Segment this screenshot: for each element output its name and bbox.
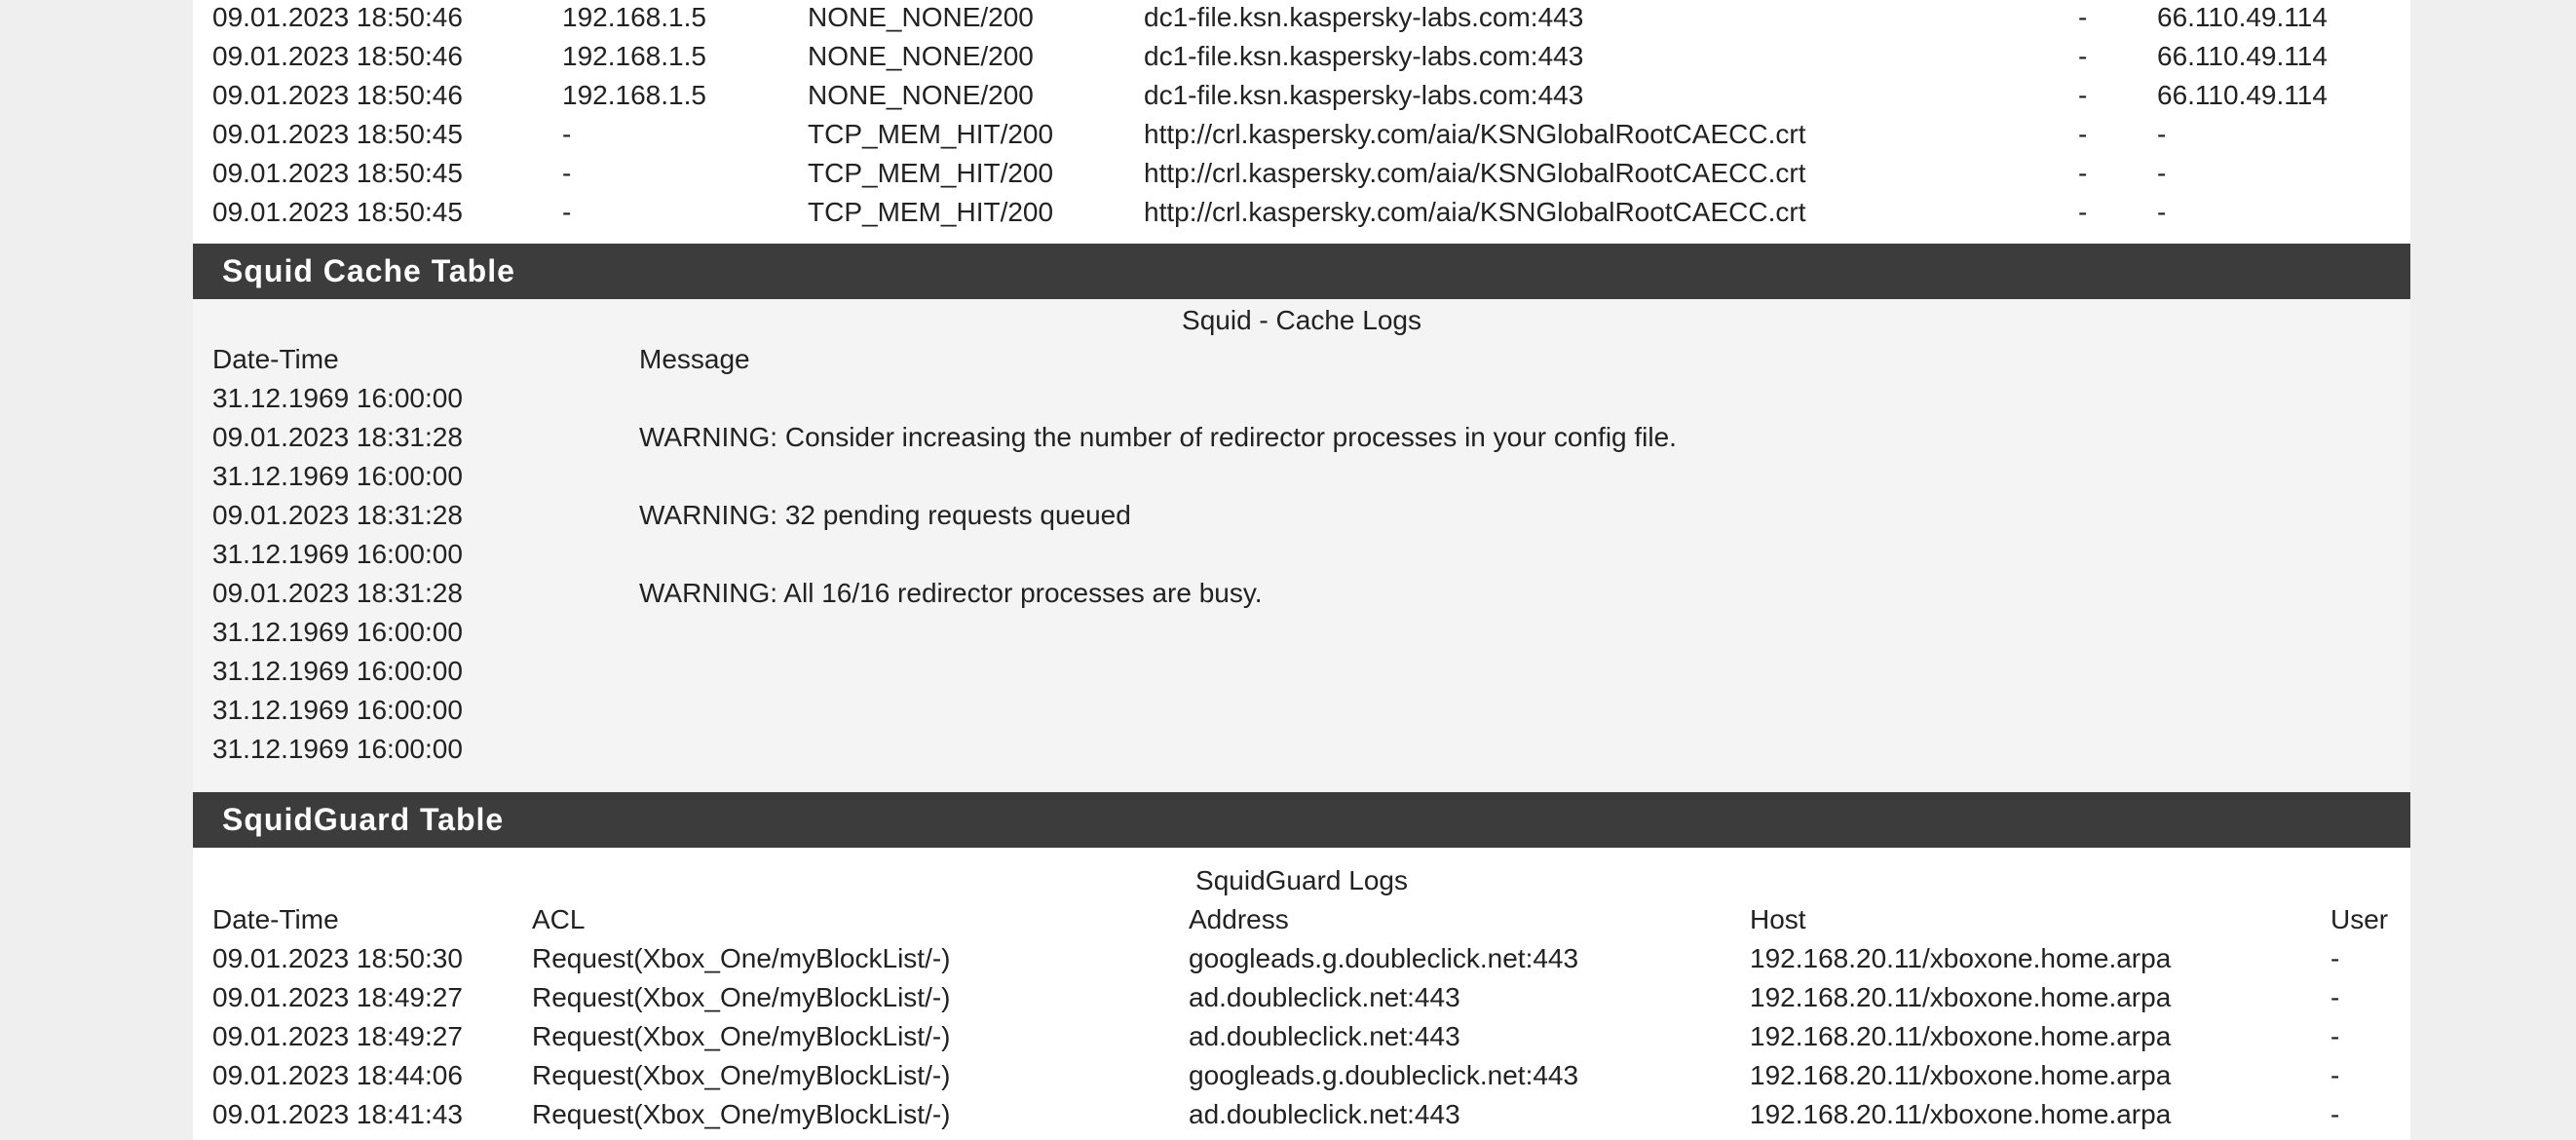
guard-host: 192.168.20.11/xboxone.home.arpa	[1750, 1099, 2172, 1129]
cache-datetime: 31.12.1969 16:00:00	[212, 695, 463, 725]
access-destination: -	[2157, 158, 2167, 188]
table-row	[193, 574, 2410, 613]
cache-datetime: 09.01.2023 18:31:28	[212, 500, 463, 530]
access-datetime: 09.01.2023 18:50:46	[212, 80, 463, 110]
cache-datetime: 31.12.1969 16:00:00	[212, 539, 463, 569]
guard-host: 192.168.20.11/xboxone.home.arpa	[1750, 1060, 2172, 1090]
access-client-ip: 192.168.1.5	[562, 41, 706, 71]
squidguard-table-caption: SquidGuard Logs	[1195, 865, 1408, 895]
guard-user: -	[2330, 982, 2340, 1012]
cache-datetime: 09.01.2023 18:31:28	[212, 422, 463, 452]
guard-user: -	[2330, 1060, 2340, 1090]
table-row	[193, 939, 2410, 978]
access-user: -	[2078, 2, 2088, 32]
table-row	[193, 1095, 2410, 1134]
guard-acl: Request(Xbox_One/myBlockList/-)	[532, 1021, 951, 1051]
guard-datetime: 09.01.2023 18:44:06	[212, 1060, 463, 1090]
guard-acl: Request(Xbox_One/myBlockList/-)	[532, 943, 951, 973]
access-user: -	[2078, 158, 2088, 188]
table-row	[193, 457, 2410, 496]
guard-acl: Request(Xbox_One/myBlockList/-)	[532, 1060, 951, 1090]
table-row	[193, 0, 2410, 37]
guard-user: -	[2330, 1021, 2340, 1051]
table-row	[193, 76, 2410, 115]
column-header-datetime: Date-Time	[212, 904, 339, 934]
access-destination: -	[2157, 119, 2167, 149]
access-datetime: 09.01.2023 18:50:45	[212, 158, 463, 188]
access-status: TCP_MEM_HIT/200	[808, 158, 1054, 188]
guard-acl: Request(Xbox_One/myBlockList/-)	[532, 1099, 951, 1129]
guard-address: googleads.g.doubleclick.net:443	[1189, 1060, 1579, 1090]
guard-datetime: 09.01.2023 18:49:27	[212, 982, 463, 1012]
access-address: dc1-file.ksn.kaspersky-labs.com:443	[1144, 2, 1584, 32]
access-destination: 66.110.49.114	[2157, 80, 2328, 110]
guard-datetime: 09.01.2023 18:41:43	[212, 1099, 463, 1129]
table-row	[193, 978, 2410, 1017]
column-header-message: Message	[639, 344, 750, 374]
guard-address: ad.doubleclick.net:443	[1189, 1021, 1460, 1051]
table-row	[193, 1056, 2410, 1095]
access-client-ip: -	[562, 119, 572, 149]
column-header-address: Address	[1189, 904, 1289, 934]
access-status: NONE_NONE/200	[808, 2, 1034, 32]
access-destination: -	[2157, 197, 2167, 227]
access-address: http://crl.kaspersky.com/aia/KSNGlobalRootCAECC.crt	[1144, 119, 1806, 149]
table-row	[193, 193, 2410, 232]
table-row	[193, 652, 2410, 691]
guard-address: googleads.g.doubleclick.net:443	[1189, 943, 1579, 973]
access-user: -	[2078, 80, 2088, 110]
access-datetime: 09.01.2023 18:50:46	[212, 2, 463, 32]
column-header-datetime: Date-Time	[212, 344, 339, 374]
cache-table-caption: Squid - Cache Logs	[1182, 305, 1421, 335]
cache-message: WARNING: Consider increasing the number of redirector processes in your config file.	[639, 422, 1677, 452]
access-address: dc1-file.ksn.kaspersky-labs.com:443	[1144, 80, 1584, 110]
guard-host: 192.168.20.11/xboxone.home.arpa	[1750, 982, 2172, 1012]
table-row	[193, 154, 2410, 193]
guard-address: ad.doubleclick.net:443	[1189, 1099, 1460, 1129]
access-user: -	[2078, 119, 2088, 149]
cache-table-heading: Squid Cache Table	[193, 244, 2410, 299]
access-client-ip: 192.168.1.5	[562, 80, 706, 110]
table-row	[193, 1017, 2410, 1056]
access-address: dc1-file.ksn.kaspersky-labs.com:443	[1144, 41, 1584, 71]
guard-user: -	[2330, 1099, 2340, 1129]
table-row	[193, 496, 2410, 535]
table-row	[193, 691, 2410, 730]
access-destination: 66.110.49.114	[2157, 2, 2328, 32]
guard-host: 192.168.20.11/xboxone.home.arpa	[1750, 1021, 2172, 1051]
guard-datetime: 09.01.2023 18:50:30	[212, 943, 463, 973]
cache-datetime: 09.01.2023 18:31:28	[212, 578, 463, 608]
access-address: http://crl.kaspersky.com/aia/KSNGlobalRootCAECC.crt	[1144, 197, 1806, 227]
access-status: TCP_MEM_HIT/200	[808, 197, 1054, 227]
table-row	[193, 730, 2410, 769]
table-row	[193, 418, 2410, 457]
access-user: -	[2078, 41, 2088, 71]
access-datetime: 09.01.2023 18:50:46	[212, 41, 463, 71]
table-row	[193, 379, 2410, 418]
access-client-ip: -	[562, 197, 572, 227]
access-destination: 66.110.49.114	[2157, 41, 2328, 71]
cache-datetime: 31.12.1969 16:00:00	[212, 383, 463, 413]
guard-address: ad.doubleclick.net:443	[1189, 982, 1460, 1012]
cache-header-row	[193, 340, 2410, 379]
access-client-ip: -	[562, 158, 572, 188]
cache-datetime: 31.12.1969 16:00:00	[212, 656, 463, 686]
table-row	[193, 115, 2410, 154]
access-datetime: 09.01.2023 18:50:45	[212, 119, 463, 149]
cache-datetime: 31.12.1969 16:00:00	[212, 617, 463, 647]
access-status: NONE_NONE/200	[808, 41, 1034, 71]
squidguard-table-heading: SquidGuard Table	[193, 792, 2410, 848]
table-row	[193, 535, 2410, 574]
logs-page	[193, 0, 2410, 1140]
access-client-ip: 192.168.1.5	[562, 2, 706, 32]
access-address: http://crl.kaspersky.com/aia/KSNGlobalRootCAECC.crt	[1144, 158, 1806, 188]
access-datetime: 09.01.2023 18:50:45	[212, 197, 463, 227]
table-row	[193, 37, 2410, 76]
guard-host: 192.168.20.11/xboxone.home.arpa	[1750, 943, 2172, 973]
cache-message: WARNING: 32 pending requests queued	[639, 500, 1131, 530]
guard-datetime: 09.01.2023 18:49:27	[212, 1021, 463, 1051]
table-row	[193, 613, 2410, 652]
access-status: NONE_NONE/200	[808, 80, 1034, 110]
squidguard-header-row	[193, 900, 2410, 939]
column-header-host: Host	[1750, 904, 1806, 934]
cache-table	[193, 299, 2410, 792]
column-header-user: User	[2330, 904, 2389, 934]
access-status: TCP_MEM_HIT/200	[808, 119, 1054, 149]
column-header-acl: ACL	[532, 904, 586, 934]
cache-datetime: 31.12.1969 16:00:00	[212, 461, 463, 491]
cache-datetime: 31.12.1969 16:00:00	[212, 734, 463, 764]
guard-user: -	[2330, 943, 2340, 973]
guard-acl: Request(Xbox_One/myBlockList/-)	[532, 982, 951, 1012]
access-user: -	[2078, 197, 2088, 227]
cache-message: WARNING: All 16/16 redirector processes are busy.	[639, 578, 1263, 608]
